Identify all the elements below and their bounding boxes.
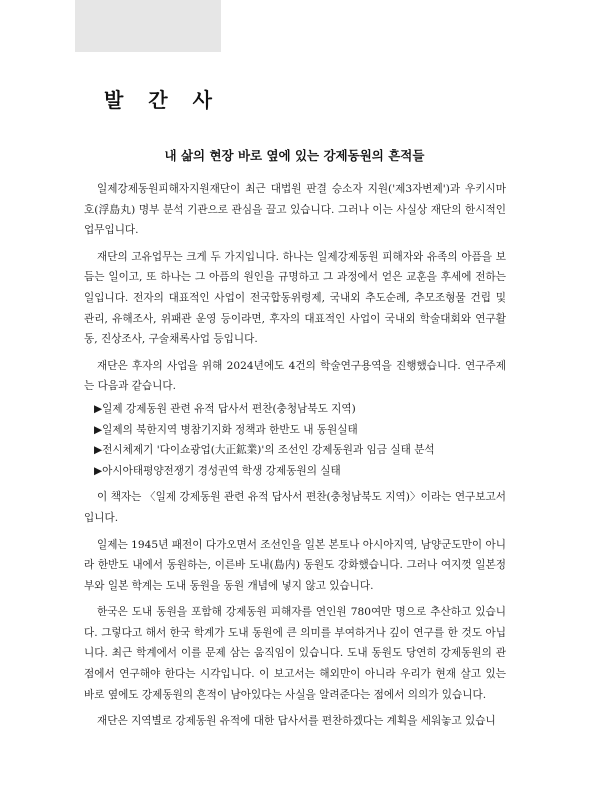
arrow-bullet-icon: ▶ (94, 423, 103, 436)
arrow-bullet-icon: ▶ (94, 402, 103, 415)
page-subtitle: 내 삶의 현장 바로 옆에 있는 강제동원의 흔적들 (164, 148, 425, 163)
arrow-bullet-icon: ▶ (94, 444, 103, 457)
paragraph: 재단은 후자의 사업을 위해 2024년에도 4건의 학술연구용역을 진행했습니다. 연구주제는 다음과 같습니다. (84, 359, 506, 393)
paragraph: 한국은 도내 동원을 포함해 강제동원 피해자를 연인원 780여만 명으로 추산하고 있습니다. 그렇다고 해서 한국 학계가 도내 동원에 큰 의미를 부여하거나 깊이 연구를 한 것도 아닙니다. 최근 학계에서 이를 문제 삼는 움직임이 있습니다. 도내 동원도 당연히 강제동원의 관점에서 연구해야 한다는 시각입니다. 이 보고서는 해외만이 아니라 우리가 현재 살고 있는 바로 옆에도 강제동원의 흔적이 남아있다는 사실을 알려준다는 점에서 의의가 있습니다. (84, 606, 506, 701)
list-item: ▶아시아태평양전쟁기 경성권역 학생 강제동원의 실태 (94, 464, 341, 477)
paragraph: 일제는 1945년 패전이 다가오면서 조선인을 일본 본토나 아시아지역, 남양군도만이 아니라 한반도 내에서 동원하는, 이른바 도내(島内) 동원도 강화했습니다. 그러나 여지껏 일본정부와 일본 학계는 도내 동원을 동원 개념에 넣지 않고 있습니다. (84, 538, 506, 592)
document-body (84, 179, 506, 738)
paragraph: 재단의 고유업무는 크게 두 가지입니다. 하나는 일제강제동원 피해자와 유족의 아픔을 보듬는 일이고, 또 하나는 그 아픔의 원인을 규명하고 그 과정에서 얻은 교훈을 후세에 전하는 일입니다. 전자의 대표적인 사업이 전국합동위령제, 국내외 추도순례, 추모조형물 건립 및 관리, 유해조사, 위패관 운영 등이라면, 후자의 대표적인 사업이 국내외 학술대회와 연구활동, 진상조사, 구술채록사업 등입니다. (84, 250, 506, 346)
paragraph: 이 책자는 〈일제 강제동원 관련 유적 답사서 편찬(충청남북도 지역)〉이라는 연구보고서입니다. (84, 491, 506, 524)
paragraph: 일제강제동원피해자지원재단이 최근 대법원 판결 승소자 지원('제3자변제')과 우키시마호(浮島丸) 명부 분석 기관으로 관심을 끌고 있습니다. 그러나 이는 사실상 재단의 한시적인 업무입니다. (84, 183, 506, 237)
arrow-bullet-icon: ▶ (94, 464, 103, 477)
list-item: ▶전시체제기 '다이쇼광업(大正鉱業)'의 조선인 강제동원과 임금 실태 분석 (94, 444, 435, 457)
page-title: 발 간 사 (104, 88, 221, 112)
research-topic-list (84, 399, 506, 481)
list-item: ▶일제 강제동원 관련 유적 답사서 편찬(충청남북도 지역) (94, 402, 356, 415)
list-item: ▶일제의 북한지역 병참기지화 정책과 한반도 내 동원실태 (94, 423, 358, 436)
paragraph: 재단은 지역별로 강제동원 유적에 대한 답사서를 편찬하겠다는 계획을 세워놓고 있습니 (97, 715, 496, 728)
header-tab-block (75, 0, 221, 52)
